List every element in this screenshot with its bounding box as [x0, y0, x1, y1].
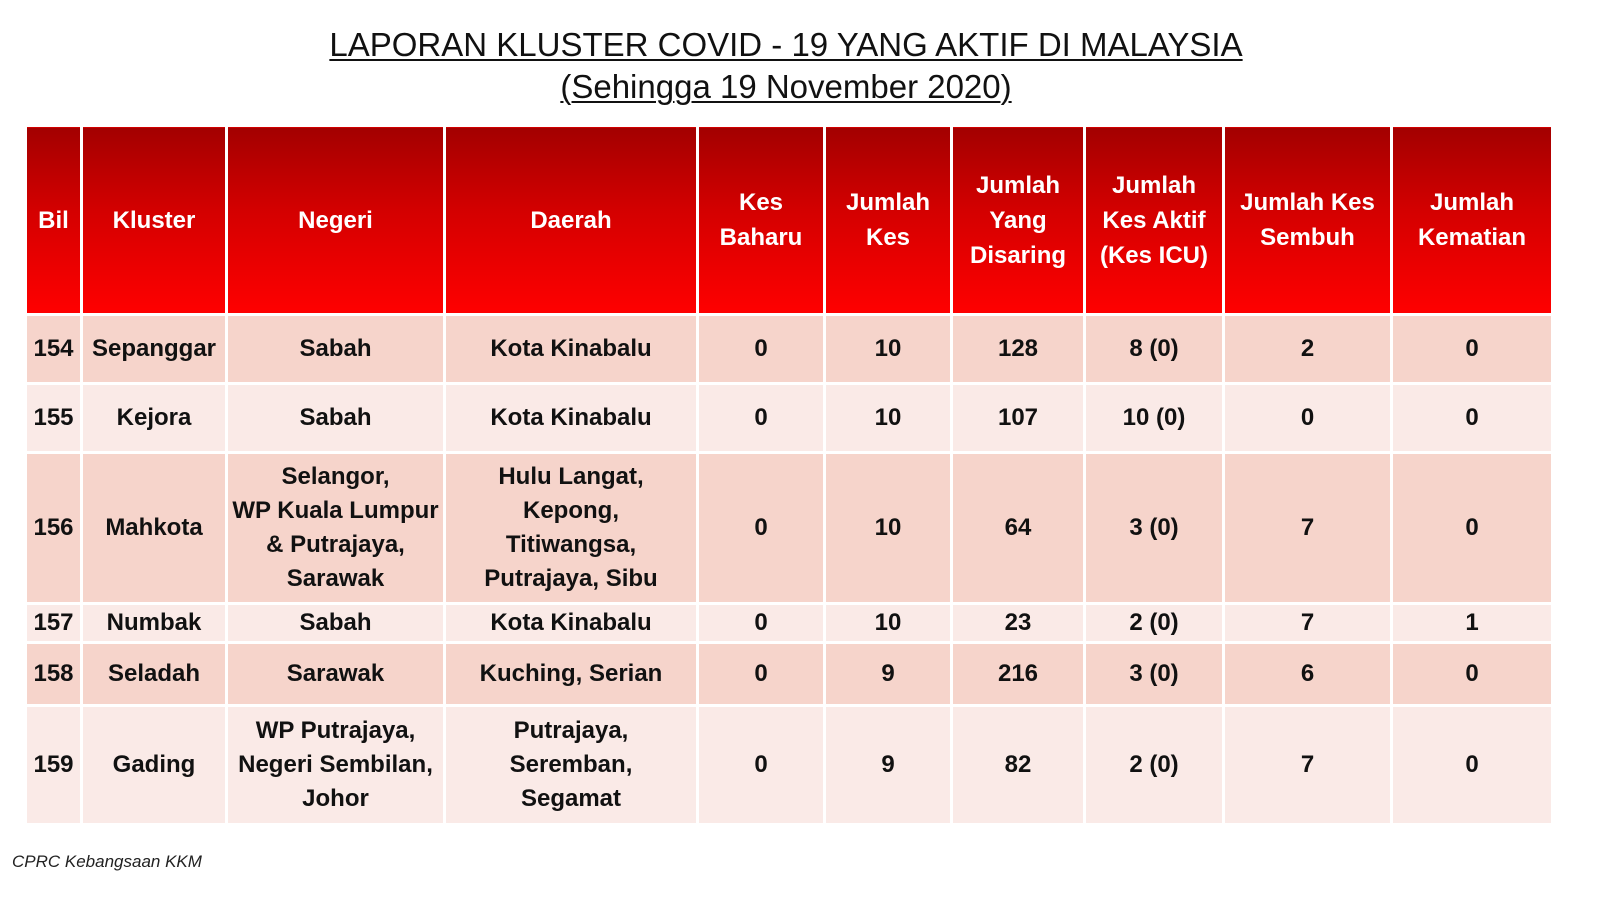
cell-sembuh: 0	[1224, 384, 1392, 453]
cell-jumlah-disaring: 107	[952, 384, 1085, 453]
cell-text-line: Sarawak	[286, 660, 385, 687]
header-daerah	[445, 126, 698, 315]
cell-jumlah-disaring: 82	[952, 706, 1085, 825]
table-body	[26, 315, 1553, 825]
cell-text-line: Putrajaya, Seremban,	[509, 717, 633, 778]
cell-sembuh: 2	[1224, 315, 1392, 384]
cell-kematian: 0	[1392, 384, 1553, 453]
header-text-line: Kes Aktif	[1102, 206, 1206, 234]
cell-daerah	[445, 384, 698, 453]
header-jumlah-disaring	[952, 126, 1085, 315]
table-row	[26, 706, 1553, 825]
cell-kes-aktif-icu: 2 (0)	[1085, 706, 1224, 825]
source-caption: CPRC Kebangsaan KKM	[12, 852, 202, 871]
header-text-line: Jumlah	[1429, 189, 1515, 216]
header-text-line: Negeri	[298, 206, 373, 234]
cell-text-line: Johor	[302, 785, 369, 812]
cell-kematian: 0	[1392, 315, 1553, 384]
cell-kes-baharu: 0	[698, 643, 825, 706]
cell-jumlah-kes: 10	[825, 453, 952, 604]
cell-text-line: Kota Kinabalu	[490, 404, 652, 431]
header-jumlah-kes	[825, 126, 952, 315]
cell-jumlah-disaring: 23	[952, 604, 1085, 643]
header-kluster	[82, 126, 227, 315]
cell-kes-baharu: 0	[698, 604, 825, 643]
cell-text-line: & Putrajaya,	[266, 531, 405, 558]
table-header-row	[26, 126, 1553, 315]
cell-sembuh: 7	[1224, 604, 1392, 643]
cell-text-line: Kota Kinabalu	[490, 335, 652, 362]
header-bil	[26, 126, 82, 315]
cell-kluster: Mahkota	[82, 453, 227, 604]
cell-bil: 157	[26, 604, 82, 643]
cell-jumlah-disaring: 64	[952, 453, 1085, 604]
cell-sembuh: 6	[1224, 643, 1392, 706]
header-text-line: Kluster	[112, 206, 196, 234]
cell-text-line: Hulu Langat, Kepong,	[498, 463, 644, 524]
cell-kluster: Numbak	[82, 604, 227, 643]
cell-bil: 159	[26, 706, 82, 825]
cell-negeri	[227, 384, 445, 453]
cell-kes-baharu: 0	[698, 384, 825, 453]
cell-jumlah-disaring: 128	[952, 315, 1085, 384]
cell-sembuh: 7	[1224, 453, 1392, 604]
cell-kluster: Kejora	[82, 384, 227, 453]
cell-jumlah-kes: 10	[825, 384, 952, 453]
cell-text-line: WP Putrajaya,	[255, 717, 416, 744]
cell-text-line: Kuching, Serian	[479, 660, 663, 687]
header-text-line: Kes	[865, 224, 911, 251]
cell-kes-aktif-icu: 8 (0)	[1085, 315, 1224, 384]
cell-negeri	[227, 643, 445, 706]
cell-jumlah-kes: 9	[825, 706, 952, 825]
cell-bil: 156	[26, 453, 82, 604]
cell-kluster: Sepanggar	[82, 315, 227, 384]
cell-text-line: Putrajaya, Sibu	[484, 565, 658, 592]
cell-text-line: Selangor,	[281, 463, 390, 490]
cell-kematian: 1	[1392, 604, 1553, 643]
header-text-line: (Kes ICU)	[1099, 241, 1208, 269]
header-text-line: Jumlah	[975, 171, 1061, 199]
cell-text-line: Negeri Sembilan,	[238, 751, 433, 778]
cell-bil: 158	[26, 643, 82, 706]
cell-text-line: Sabah	[299, 404, 372, 431]
table-row	[26, 643, 1553, 706]
cell-kes-baharu: 0	[698, 706, 825, 825]
header-text-line: Kes	[738, 189, 784, 216]
cell-kes-aktif-icu: 3 (0)	[1085, 643, 1224, 706]
header-text-line: Baharu	[719, 224, 803, 251]
cell-kes-aktif-icu: 2 (0)	[1085, 604, 1224, 643]
cell-negeri	[227, 315, 445, 384]
cell-daerah	[445, 706, 698, 825]
cell-jumlah-disaring: 216	[952, 643, 1085, 706]
table-row	[26, 315, 1553, 384]
cell-bil: 155	[26, 384, 82, 453]
cluster-table	[24, 124, 1554, 826]
cell-daerah	[445, 604, 698, 643]
report-title-line1: LAPORAN KLUSTER COVID - 19 YANG AKTIF DI MALAYSIA	[329, 26, 1243, 63]
cell-jumlah-kes: 10	[825, 315, 952, 384]
header-text-line: Yang	[989, 206, 1047, 234]
header-sembuh	[1224, 126, 1392, 315]
header-text-line: Bil	[38, 206, 69, 234]
header-kematian	[1392, 126, 1553, 315]
cell-kes-baharu: 0	[698, 453, 825, 604]
cell-kluster: Seladah	[82, 643, 227, 706]
cell-text-line: WP Kuala Lumpur	[232, 497, 439, 524]
cell-negeri	[227, 706, 445, 825]
cell-negeri	[227, 604, 445, 643]
cell-text-line: Sabah	[299, 335, 372, 362]
cell-kematian: 0	[1392, 643, 1553, 706]
header-kes-aktif-icu	[1085, 126, 1224, 315]
cell-negeri	[227, 453, 445, 604]
header-negeri	[227, 126, 445, 315]
table-row	[26, 453, 1553, 604]
header-text-line: Daerah	[530, 206, 612, 234]
cell-text-line: Kota Kinabalu	[490, 609, 652, 636]
cell-jumlah-kes: 10	[825, 604, 952, 643]
header-kes-baharu	[698, 126, 825, 315]
cell-text-line: Sabah	[299, 609, 372, 636]
cell-bil: 154	[26, 315, 82, 384]
cell-text-line: Sarawak	[286, 565, 385, 592]
cell-daerah	[445, 643, 698, 706]
cell-kes-aktif-icu: 10 (0)	[1085, 384, 1224, 453]
header-text-line: Sembuh	[1260, 224, 1355, 251]
cell-kluster: Gading	[82, 706, 227, 825]
cell-daerah	[445, 453, 698, 604]
cell-kematian: 0	[1392, 453, 1553, 604]
header-text-line: Kematian	[1417, 224, 1527, 251]
header-text-line: Jumlah Kes	[1240, 189, 1375, 216]
cell-kes-aktif-icu: 3 (0)	[1085, 453, 1224, 604]
cell-daerah	[445, 315, 698, 384]
cell-sembuh: 7	[1224, 706, 1392, 825]
cell-kes-baharu: 0	[698, 315, 825, 384]
cell-jumlah-kes: 9	[825, 643, 952, 706]
report-title-line2: (Sehingga 19 November 2020)	[560, 68, 1012, 105]
cell-kematian: 0	[1392, 706, 1553, 825]
header-text-line: Disaring	[969, 241, 1067, 269]
header-text-line: Jumlah	[845, 189, 931, 216]
table-row	[26, 604, 1553, 643]
report-title	[0, 24, 1572, 108]
table-row	[26, 384, 1553, 453]
header-text-line: Jumlah	[1111, 171, 1197, 199]
cell-text-line: Segamat	[520, 785, 622, 812]
cell-text-line: Titiwangsa,	[505, 531, 637, 558]
